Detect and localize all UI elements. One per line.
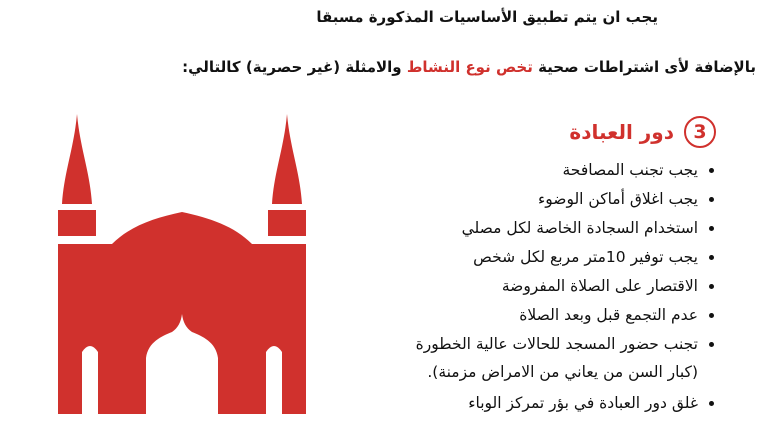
list-item-line: (كبار السن من يعاني من الامراض مزمنة). [427, 363, 698, 381]
list-item: • غلق دور العبادة في بؤر تمركز الوباء [338, 389, 698, 418]
list-item: • يجب اغلاق أماكن الوضوء [338, 185, 698, 214]
list-item-line: • تجنب حضور المسجد للحالات عالية الخطورة [415, 335, 698, 353]
list-item: • استخدام السجادة الخاصة لكل مصلي [338, 214, 698, 243]
list-item: • الاقتصار على الصلاة المفروضة [338, 272, 698, 301]
section-label: دور العبادة [569, 120, 674, 144]
requirements-heading [182, 58, 756, 76]
list-item: • يجب توفير 10متر مربع لكل شخص [338, 243, 698, 272]
section-title [569, 116, 716, 148]
list-item [338, 330, 698, 383]
list-item: • يجب تجنب المصافحة [338, 156, 698, 185]
requirements-heading-part1: بالإضافة لأى اشتراطات صحية [532, 58, 756, 76]
mosque-icon [44, 108, 320, 414]
requirements-heading-part2: والامثلة (غير حصرية) كالتالي: [182, 58, 407, 76]
intro-heading: يجب ان يتم تطبيق الأساسيات المذكورة مسبقا [316, 8, 658, 26]
list-item: • عدم التجمع قبل وبعد الصلاة [338, 301, 698, 330]
guidelines-list [338, 156, 716, 418]
requirements-heading-accent: تخص نوع النشاط [406, 58, 533, 76]
section-number-badge: 3 [684, 116, 716, 148]
